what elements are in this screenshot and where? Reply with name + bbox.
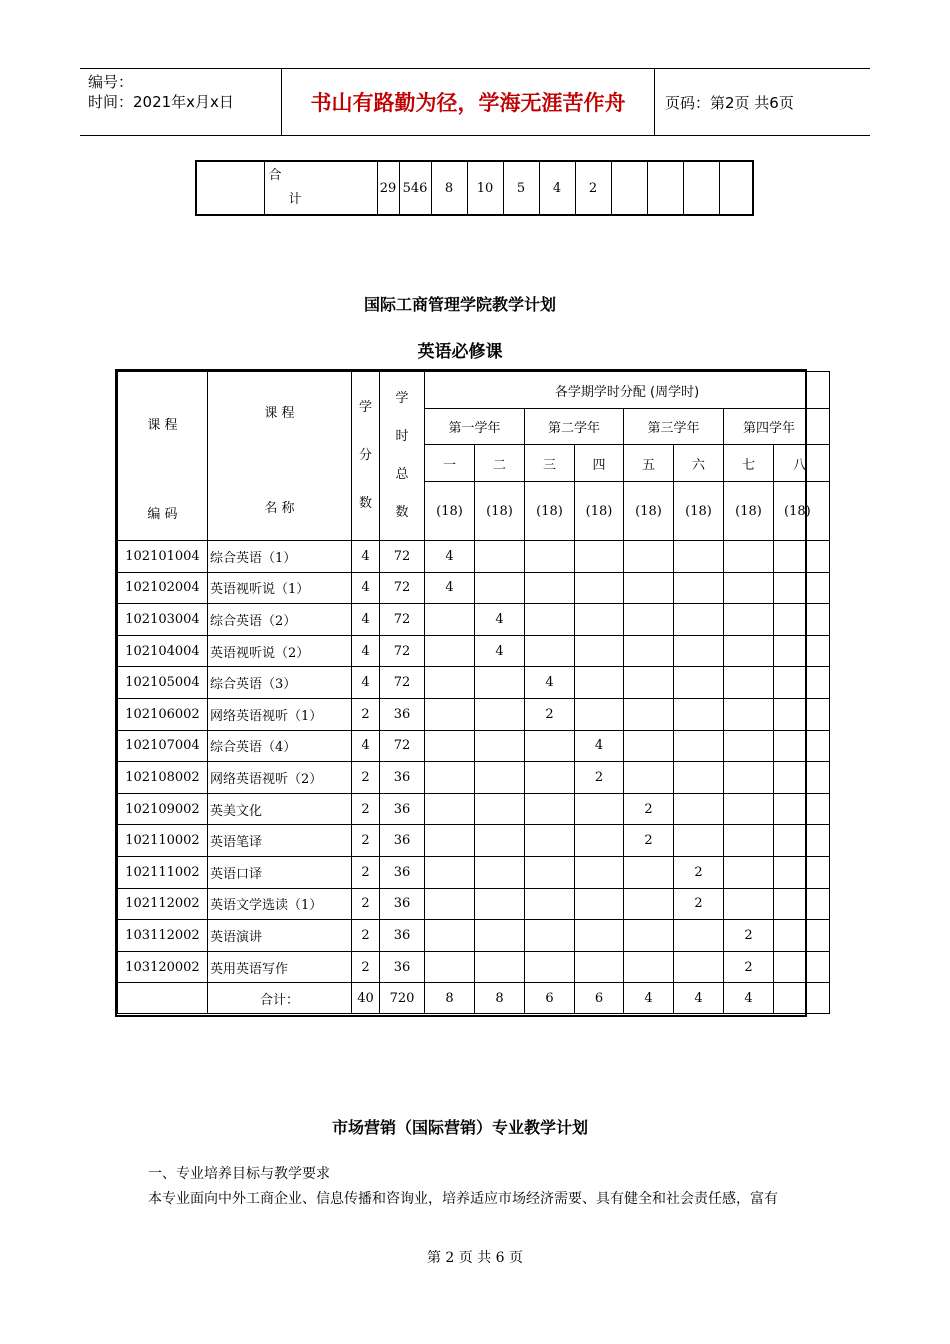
course-name: 英语视听说（2） [208, 635, 352, 667]
semester-hours [525, 920, 575, 952]
header-weeks: (18) [425, 482, 475, 541]
total-semester: 6 [575, 983, 624, 1014]
course-code: 102107004 [118, 730, 208, 762]
course-code: 103112002 [118, 920, 208, 952]
course-code: 102111002 [118, 856, 208, 888]
summary-value: 8 [431, 161, 467, 215]
course-name: 英语演讲 [208, 920, 352, 952]
course-code: 102109002 [118, 793, 208, 825]
semester-hours: 2 [674, 888, 724, 920]
header-total-hours [380, 372, 425, 541]
semester-hours [575, 572, 624, 604]
semester-hours: 4 [575, 730, 624, 762]
english-course-table-wrap [115, 369, 811, 1017]
semester-hours [624, 572, 674, 604]
semester-hours [624, 698, 674, 730]
semester-hours [475, 951, 525, 983]
summary-value: 5 [503, 161, 539, 215]
header-semester: 三 [525, 445, 575, 482]
course-credit: 2 [352, 888, 380, 920]
header-semester: 八 [774, 445, 830, 482]
header-semester: 二 [475, 445, 525, 482]
course-credit: 4 [352, 730, 380, 762]
total-semester: 8 [475, 983, 525, 1014]
summary-value [647, 161, 683, 215]
semester-hours [425, 856, 475, 888]
semester-hours [674, 667, 724, 699]
header-year-2: 第二学年 [525, 409, 624, 445]
header-semester: 六 [674, 445, 724, 482]
course-credit: 4 [352, 635, 380, 667]
semester-hours [475, 762, 525, 794]
semester-hours [724, 825, 774, 857]
course-credit: 2 [352, 920, 380, 952]
course-code: 102112002 [118, 888, 208, 920]
table-row [118, 793, 830, 825]
semester-hours [774, 541, 830, 573]
course-hours: 36 [380, 793, 425, 825]
course-code: 102104004 [118, 635, 208, 667]
summary-value: 2 [575, 161, 611, 215]
semester-hours [774, 604, 830, 636]
header-credit-char: 分 [358, 448, 372, 463]
total-hours: 720 [380, 983, 425, 1014]
semester-hours [674, 951, 724, 983]
semester-hours [724, 541, 774, 573]
semester-hours [724, 604, 774, 636]
semester-hours [575, 920, 624, 952]
header-weeks: (18) [674, 482, 724, 541]
header-hours-char: 总 [395, 467, 409, 482]
header-hours-char: 学 [395, 391, 409, 406]
semester-hours [475, 572, 525, 604]
header-code-line1: 课 程 [147, 418, 178, 433]
semester-hours [525, 541, 575, 573]
header-meta [80, 69, 282, 135]
course-name: 英语视听说（1） [208, 572, 352, 604]
section-heading: 一、专业培养目标与教学要求 [148, 1166, 330, 1182]
semester-hours [575, 698, 624, 730]
semester-hours [575, 541, 624, 573]
course-name: 英语文学选读（1） [208, 888, 352, 920]
semester-hours [774, 793, 830, 825]
header-weeks: (18) [475, 482, 525, 541]
course-credit: 2 [352, 951, 380, 983]
header-course-code [118, 372, 208, 541]
course-credit: 2 [352, 793, 380, 825]
course-credit: 2 [352, 825, 380, 857]
total-summary-table [195, 160, 754, 216]
table-row [118, 698, 830, 730]
course-credit: 4 [352, 541, 380, 573]
course-credit: 2 [352, 698, 380, 730]
header-weeks: (18) [575, 482, 624, 541]
course-hours: 36 [380, 951, 425, 983]
course-name: 英用英语写作 [208, 951, 352, 983]
semester-hours [624, 951, 674, 983]
summary-value: 29 [377, 161, 399, 215]
course-code: 102105004 [118, 667, 208, 699]
course-name: 综合英语（2） [208, 604, 352, 636]
semester-hours [575, 667, 624, 699]
semester-hours [724, 667, 774, 699]
course-hours: 72 [380, 541, 425, 573]
total-semester: 6 [525, 983, 575, 1014]
semester-hours [425, 698, 475, 730]
semester-hours [674, 793, 724, 825]
course-code: 103120002 [118, 951, 208, 983]
course-name: 网络英语视听（2） [208, 762, 352, 794]
course-name: 综合英语（4） [208, 730, 352, 762]
english-course-table [117, 371, 830, 1014]
semester-hours: 2 [624, 825, 674, 857]
course-credit: 4 [352, 667, 380, 699]
header-year-4: 第四学年 [724, 409, 830, 445]
header-name-line1: 课 程 [264, 406, 295, 421]
total-blank [118, 983, 208, 1014]
page-header [80, 68, 870, 136]
semester-hours [525, 762, 575, 794]
header-credits [352, 372, 380, 541]
course-code: 102101004 [118, 541, 208, 573]
semester-hours [674, 825, 724, 857]
table-row [118, 572, 830, 604]
semester-hours: 2 [724, 920, 774, 952]
semester-hours [674, 635, 724, 667]
header-semester: 四 [575, 445, 624, 482]
semester-hours [525, 888, 575, 920]
semester-hours [575, 856, 624, 888]
course-hours: 72 [380, 667, 425, 699]
semester-hours [774, 856, 830, 888]
semester-hours [475, 730, 525, 762]
semester-hours [624, 730, 674, 762]
semester-hours [525, 572, 575, 604]
semester-hours: 4 [475, 635, 525, 667]
semester-hours [575, 888, 624, 920]
header-semester: 五 [624, 445, 674, 482]
semester-hours [425, 762, 475, 794]
semester-hours [624, 856, 674, 888]
course-hours: 72 [380, 635, 425, 667]
semester-hours [425, 635, 475, 667]
table-row [118, 920, 830, 952]
semester-hours: 2 [724, 951, 774, 983]
table-row [118, 541, 830, 573]
total-semester: 8 [425, 983, 475, 1014]
table-row [118, 604, 830, 636]
course-name: 网络英语视听（1） [208, 698, 352, 730]
summary-value [611, 161, 647, 215]
semester-hours [575, 793, 624, 825]
total-semester: 4 [624, 983, 674, 1014]
header-credit-char: 学 [358, 400, 372, 415]
header-weeks: (18) [624, 482, 674, 541]
total-semester: 4 [724, 983, 774, 1014]
semester-hours [425, 825, 475, 857]
header-year-3: 第三学年 [624, 409, 724, 445]
header-page-info: 页码：第2页 共6页 [665, 93, 794, 112]
course-hours: 36 [380, 856, 425, 888]
semester-hours [674, 698, 724, 730]
course-credit: 2 [352, 856, 380, 888]
semester-hours [525, 825, 575, 857]
total-label: 合计： [208, 983, 352, 1014]
semester-hours: 4 [425, 572, 475, 604]
course-name: 英美文化 [208, 793, 352, 825]
semester-hours: 4 [525, 667, 575, 699]
semester-hours [525, 856, 575, 888]
course-rows [118, 541, 830, 983]
header-name-line2: 名 称 [264, 501, 295, 516]
header-year-1: 第一学年 [425, 409, 525, 445]
semester-hours [724, 635, 774, 667]
semester-hours [525, 951, 575, 983]
course-hours: 72 [380, 730, 425, 762]
semester-hours [624, 635, 674, 667]
semester-hours [774, 572, 830, 604]
semester-hours [674, 541, 724, 573]
semester-hours: 4 [425, 541, 475, 573]
header-code-line2: 编 码 [147, 507, 178, 522]
header-hours-char: 数 [395, 505, 409, 520]
semester-hours [624, 541, 674, 573]
semester-hours [674, 920, 724, 952]
semester-hours [475, 667, 525, 699]
summary-value: 546 [399, 161, 431, 215]
semester-hours [624, 920, 674, 952]
course-hours: 36 [380, 920, 425, 952]
semester-hours: 2 [624, 793, 674, 825]
summary-value [719, 161, 753, 215]
semester-hours [575, 635, 624, 667]
semester-hours [425, 730, 475, 762]
course-name: 英语口译 [208, 856, 352, 888]
header-weeks: (18) [525, 482, 575, 541]
summary-blank-cell [196, 161, 264, 215]
semester-hours: 2 [674, 856, 724, 888]
semester-hours [475, 793, 525, 825]
semester-hours [674, 730, 724, 762]
semester-hours [674, 572, 724, 604]
time-label: 时间：2021年x月x日 [88, 93, 234, 111]
semester-hours [475, 698, 525, 730]
semester-hours [575, 825, 624, 857]
number-label: 编号： [88, 73, 134, 91]
semester-hours [674, 604, 724, 636]
semester-hours [475, 541, 525, 573]
course-hours: 36 [380, 888, 425, 920]
course-code: 102110002 [118, 825, 208, 857]
semester-hours [475, 856, 525, 888]
semester-hours [425, 888, 475, 920]
semester-hours [624, 888, 674, 920]
college-plan-title: 国际工商管理学院教学计划 [363, 295, 556, 314]
course-code: 102102004 [118, 572, 208, 604]
semester-hours [475, 825, 525, 857]
table-row [118, 856, 830, 888]
table-row [118, 825, 830, 857]
semester-hours [425, 793, 475, 825]
semester-hours [774, 730, 830, 762]
semester-hours [724, 856, 774, 888]
semester-hours: 4 [475, 604, 525, 636]
semester-hours [724, 572, 774, 604]
semester-hours [774, 762, 830, 794]
semester-hours [774, 888, 830, 920]
course-hours: 36 [380, 698, 425, 730]
semester-hours [724, 698, 774, 730]
total-semester: 4 [674, 983, 724, 1014]
course-hours: 72 [380, 572, 425, 604]
semester-hours [624, 762, 674, 794]
semester-hours [674, 762, 724, 794]
course-name: 英语笔译 [208, 825, 352, 857]
course-code: 102106002 [118, 698, 208, 730]
total-credit: 40 [352, 983, 380, 1014]
semester-hours [624, 604, 674, 636]
semester-hours [724, 793, 774, 825]
course-code: 102108002 [118, 762, 208, 794]
header-weeks: (18) [724, 482, 774, 541]
semester-hours [774, 698, 830, 730]
table-row [118, 635, 830, 667]
english-required-title: 英语必修课 [417, 342, 503, 362]
table-row [118, 730, 830, 762]
total-semester [774, 983, 830, 1014]
course-credit: 2 [352, 762, 380, 794]
header-course-name [208, 372, 352, 541]
semester-hours [475, 888, 525, 920]
semester-hours [774, 825, 830, 857]
semester-hours [525, 635, 575, 667]
semester-hours [525, 604, 575, 636]
summary-value: 4 [539, 161, 575, 215]
semester-hours [724, 762, 774, 794]
page-footer: 第 2 页 共 6 页 [426, 1250, 524, 1266]
section-body: 本专业面向中外工商企业、信息传播和咨询业，培养适应市场经济需要、具有健全和社会责任感，富有 [148, 1191, 778, 1207]
semester-hours [425, 951, 475, 983]
semester-hours [724, 730, 774, 762]
header-hours-char: 时 [395, 429, 409, 444]
header-credit-char: 数 [358, 496, 372, 511]
table-row [118, 951, 830, 983]
course-hours: 36 [380, 825, 425, 857]
marketing-plan-title: 市场营销（国际营销）专业教学计划 [331, 1118, 588, 1137]
header-semester: 七 [724, 445, 774, 482]
semester-hours: 2 [575, 762, 624, 794]
table-row [118, 888, 830, 920]
course-code: 102103004 [118, 604, 208, 636]
course-credit: 4 [352, 604, 380, 636]
semester-hours [774, 667, 830, 699]
semester-hours [575, 604, 624, 636]
semester-hours [475, 920, 525, 952]
course-name: 综合英语（1） [208, 541, 352, 573]
semester-hours [575, 951, 624, 983]
header-distribution: 各学期学时分配 (周学时) [425, 372, 830, 409]
course-credit: 4 [352, 572, 380, 604]
summary-value [683, 161, 719, 215]
summary-label-cell [264, 161, 377, 215]
summary-label-line1: 合 [268, 168, 282, 183]
course-hours: 36 [380, 762, 425, 794]
semester-hours: 2 [525, 698, 575, 730]
table-row [118, 667, 830, 699]
semester-hours [774, 920, 830, 952]
course-hours: 72 [380, 604, 425, 636]
semester-hours [624, 667, 674, 699]
course-name: 综合英语（3） [208, 667, 352, 699]
semester-hours [774, 951, 830, 983]
semester-hours [425, 920, 475, 952]
semester-hours [425, 667, 475, 699]
semester-hours [525, 730, 575, 762]
header-weeks: (18) [774, 482, 830, 541]
semester-hours [774, 635, 830, 667]
summary-value: 10 [467, 161, 503, 215]
header-motto: 书山有路勤为径，学海无涯苦作舟 [282, 69, 655, 135]
header-semester: 一 [425, 445, 475, 482]
summary-label-line2: 计 [288, 192, 302, 207]
table-row [118, 762, 830, 794]
semester-hours [724, 888, 774, 920]
semester-hours [525, 793, 575, 825]
semester-hours [425, 604, 475, 636]
